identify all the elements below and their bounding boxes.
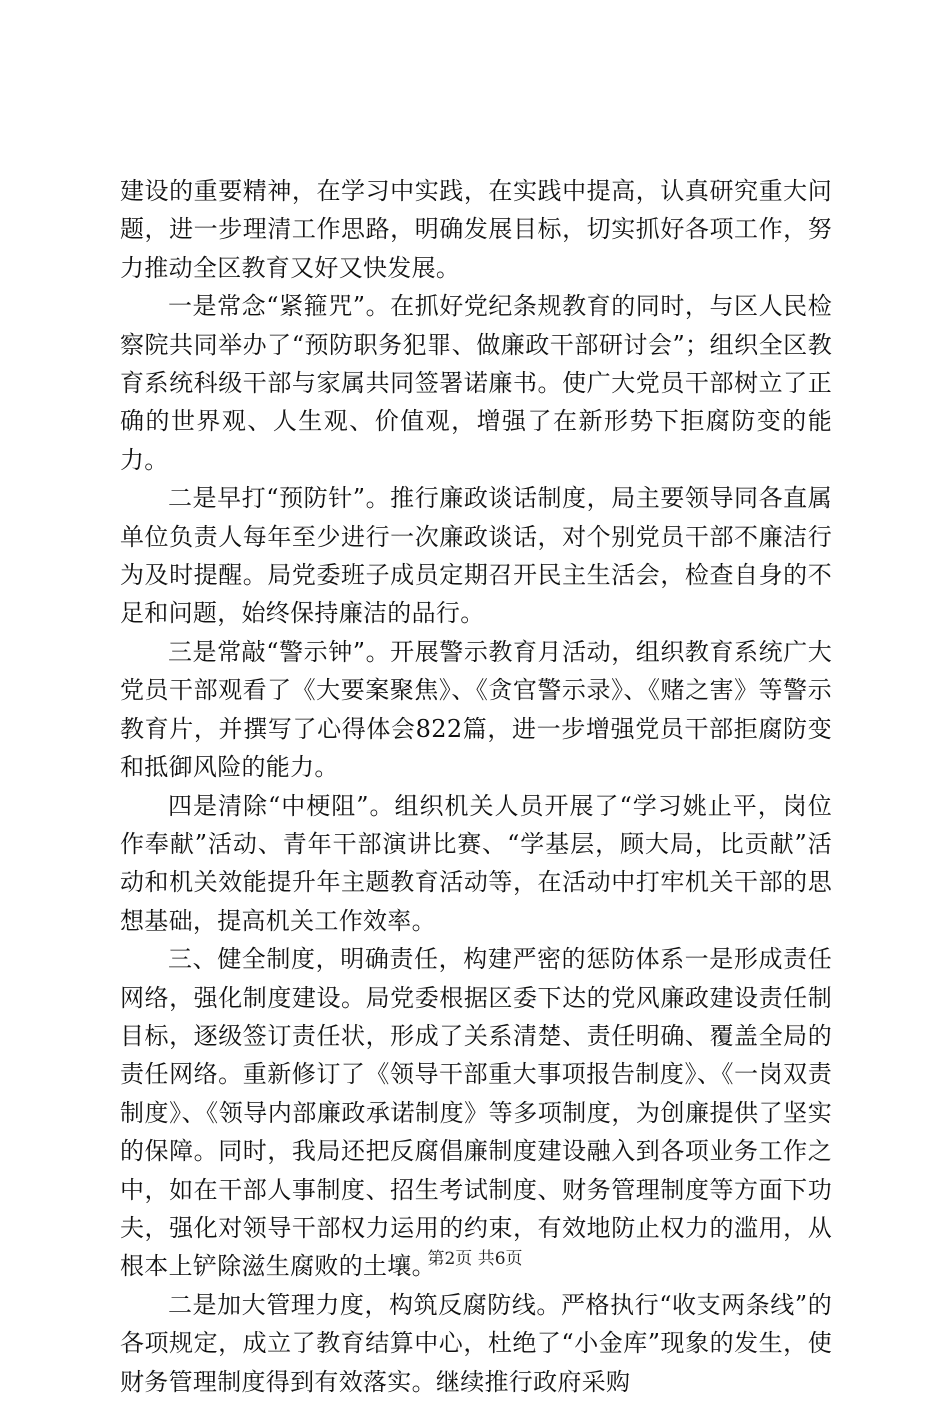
paragraph-5: 四是清除“中梗阻”。组织机关人员开展了“学习姚止平，岗位作奉献”活动、青年干部演讲比赛、“学基层，顾大局，比贡献”活动和机关效能提升年主题教育活动等，在活动中打牢机关干部的思想基础，提高机关工作效率。 (120, 791, 832, 935)
document-body (120, 172, 832, 1401)
paragraph-7: 二是加大管理力度，构筑反腐防线。严格执行“收支两条线”的各项规定，成立了教育结算中心，杜绝了“小金库”现象的发生，使财务管理制度得到有效落实。继续推行政府采购 (120, 1290, 832, 1396)
paragraph-4: 三是常敲“警示钟”。开展警示教育月活动，组织教育系统广大党员干部观看了《大要案聚焦》、《贪官警示录》、《赌之害》等警示教育片，并撰写了心得体会822篇，进一步增强党员干部拒腐防变和抵御风险的能力。 (120, 637, 832, 782)
paragraph-1: 建设的重要精神，在学习中实践，在实践中提高，认真研究重大问题，进一步理清工作思路，明确发展目标，切实抓好各项工作，努力推动全区教育又好又快发展。 (120, 177, 832, 282)
page-footer: 第2页 共6页 (427, 1249, 523, 1269)
paragraph-2: 一是常念“紧箍咒”。在抓好党纪条规教育的同时，与区人民检察院共同举办了“预防职务犯罪、做廉政干部研讨会”；组织全区教育系统科级干部与家属共同签署诺廉书。使广大党员干部树立了正确的世界观、人生观、价值观，增强了在新形势下拒腐防变的能力。 (120, 292, 832, 474)
paragraph-6: 三、健全制度，明确责任，构建严密的惩防体系一是形成责任网络，强化制度建设。局党委根据区委下达的党风廉政建设责任制目标，逐级签订责任状，形成了关系清楚、责任明确、覆盖全局的责任网络。重新修订了《领导干部重大事项报告制度》、《一岗双责制度》、《领导内部廉政承诺制度》等多项制度，为创廉提供了坚实的保障。同时，我局还把反腐倡廉制度建设融入到各项业务工作之中，如在干部人事制度、招生考试制度、财务管理制度等方面下功夫，强化对领导干部权力运用的约束，有效地防止权力的滥用，从根本上铲除滋生腐败的土壤。 (120, 945, 832, 1281)
paragraph-3: 二是早打“预防针”。推行廉政谈话制度，局主要领导同各直属单位负责人每年至少进行一次廉政谈话，对个别党员干部不廉洁行为及时提醒。局党委班子成员定期召开民主生活会，检查自身的不足和问题，始终保持廉洁的品行。 (120, 484, 832, 628)
